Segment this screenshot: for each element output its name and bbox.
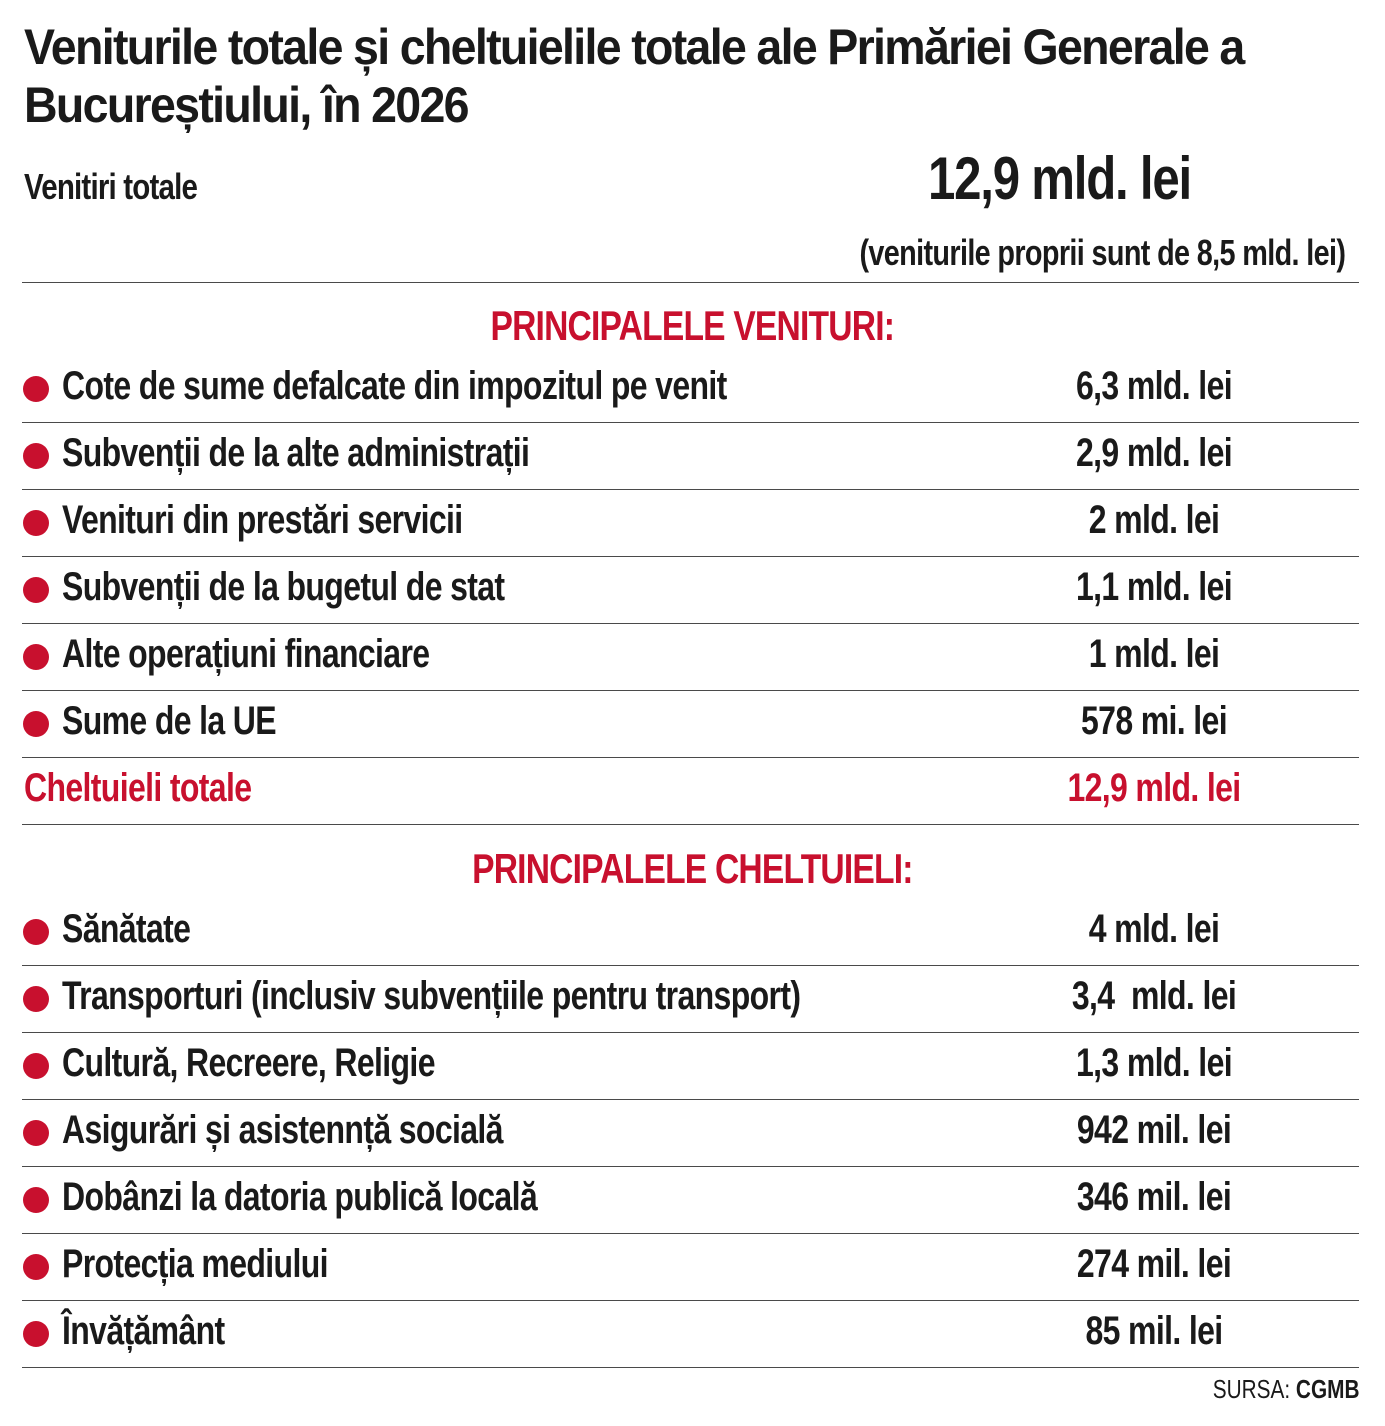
bullet-icon [23, 1053, 49, 1079]
bullet-icon [23, 1321, 49, 1347]
row-divider [22, 824, 1359, 825]
bullet-icon [23, 1254, 49, 1280]
bullet-icon [23, 919, 49, 945]
venituri-totale-value: 12,9 mld. lei [928, 145, 1191, 212]
divider [22, 282, 1359, 283]
venituri-totale-label: Venitiri totale [24, 166, 198, 207]
item-value: 578 mi. lei [1081, 699, 1227, 743]
list-item [0, 899, 1385, 966]
list-item [0, 1234, 1385, 1301]
cheltuieli-totale-value: 12,9 mld. lei [1067, 766, 1241, 810]
list-item [0, 557, 1385, 624]
item-label: Cultură, Recreere, Religie [62, 1041, 435, 1085]
item-label: Subvenții de la alte administrații [62, 431, 530, 475]
bullet-icon [23, 376, 49, 402]
page-title: Veniturile totale și cheltuielile totale ale Primăriei Generale a Bucureștiului, în 2026 [24, 19, 1244, 133]
item-label: Alte operațiuni financiare [62, 632, 430, 676]
item-label: Cote de sume defalcate din impozitul pe venit [62, 364, 727, 408]
item-value: 85 mil. lei [1085, 1309, 1223, 1353]
list-item [0, 691, 1385, 758]
bullet-icon [23, 986, 49, 1012]
list-item [0, 1100, 1385, 1167]
list-item [0, 1033, 1385, 1100]
item-value: 1,1 mld. lei [1076, 565, 1232, 609]
list-item [0, 356, 1385, 423]
source-name: CGMB [1295, 1374, 1359, 1404]
bullet-icon [23, 443, 49, 469]
bullet-icon [23, 711, 49, 737]
item-label: Transporturi (inclusiv subvențiile pentru transport) [62, 974, 801, 1018]
row-divider [22, 1367, 1359, 1368]
list-item [0, 1167, 1385, 1234]
item-label: Dobânzi la datoria publică locală [62, 1175, 537, 1219]
item-value: 4 mld. lei [1088, 907, 1220, 951]
cheltuieli-heading: PRINCIPALELE CHELTUIELI: [472, 845, 913, 892]
item-value: 3,4 mld. lei [1071, 974, 1237, 1018]
cheltuieli-totale-label: Cheltuieli totale [24, 766, 252, 810]
source-credit [1212, 1374, 1359, 1405]
venituri-heading: PRINCIPALELE VENITURI: [490, 302, 895, 349]
item-label: Învățământ [62, 1309, 225, 1353]
item-value: 6,3 mld. lei [1076, 364, 1232, 408]
list-item [0, 1301, 1385, 1368]
bullet-icon [23, 644, 49, 670]
item-label: Sume de la UE [62, 699, 276, 743]
bullet-icon [23, 577, 49, 603]
bullet-icon [23, 510, 49, 536]
item-label: Asigurări și asistennță socială [62, 1108, 503, 1152]
item-value: 274 mil. lei [1076, 1242, 1232, 1286]
item-value: 942 mil. lei [1076, 1108, 1232, 1152]
item-value: 1,3 mld. lei [1076, 1041, 1232, 1085]
cheltuieli-totale-row [0, 758, 1385, 825]
list-item [0, 624, 1385, 691]
list-item [0, 423, 1385, 490]
item-value: 2 mld. lei [1088, 498, 1220, 542]
list-item [0, 490, 1385, 557]
item-label: Sănătate [62, 907, 191, 951]
bullet-icon [23, 1187, 49, 1213]
item-label: Venituri din prestări servicii [62, 498, 463, 542]
list-item [0, 966, 1385, 1033]
item-value: 346 mil. lei [1076, 1175, 1232, 1219]
item-label: Protecția mediului [62, 1242, 328, 1286]
item-value: 1 mld. lei [1088, 632, 1220, 676]
source-prefix: SURSA: [1212, 1374, 1296, 1404]
venituri-proprii-note: (veniturile proprii sunt de 8,5 mld. lei) [859, 232, 1345, 273]
item-label: Subvenții de la bugetul de stat [62, 565, 505, 609]
item-value: 2,9 mld. lei [1076, 431, 1232, 475]
bullet-icon [23, 1120, 49, 1146]
